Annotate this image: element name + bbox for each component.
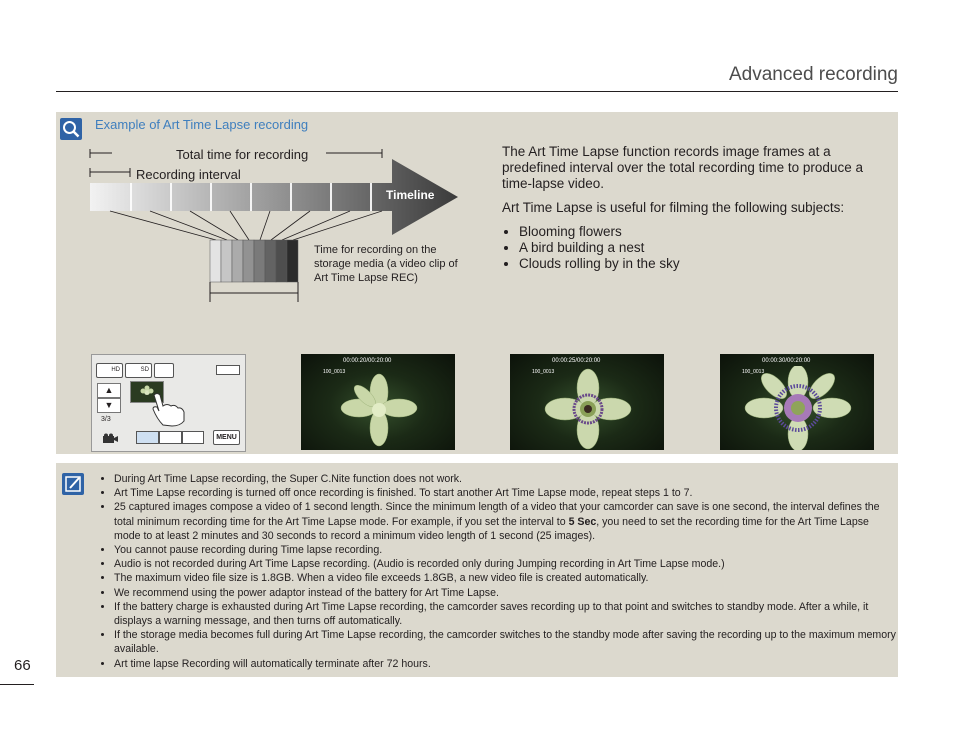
example-panel [56, 112, 898, 454]
camera-mode-icon[interactable] [100, 431, 120, 442]
note-item: • We recommend using the power adaptor instead of the battery for Art Time Lapse. [114, 586, 896, 600]
camcorder-menu-screen [91, 354, 246, 452]
timecode: 00:00:25/00:20:00 [552, 358, 601, 364]
note-highlight: 5 Sec [568, 515, 597, 528]
note-item: • If the storage media becomes full during Art Time Lapse recording, the camcorder switches to the standby mode after saving the recording up to the maximum memory available. [114, 628, 896, 656]
page-number: 66 [14, 657, 31, 674]
notes-list [100, 472, 896, 671]
total-time-label: Total time for recording [176, 147, 309, 162]
file-number: 100_0013 [532, 369, 555, 375]
flower-image-1 [329, 370, 429, 450]
notes-panel [56, 463, 898, 677]
view-grid-small-button[interactable] [136, 431, 159, 444]
recording-screen-2 [510, 354, 664, 450]
time-lapse-diagram [86, 142, 506, 322]
subject-list [502, 224, 882, 272]
note-item [114, 500, 896, 543]
note-item: • You cannot pause recording during Time lapse recording. [114, 543, 896, 557]
page-counter: 3/3 [101, 416, 111, 423]
recording-interval-label: Recording interval [136, 167, 241, 182]
note-item: • Audio is not recorded during Art Time Lapse recording. (Audio is recorded only during Jumping recording in Art Time Lapse mode.) [114, 557, 896, 571]
note-text: 25 captured images compose a video of 1 second length. Since the minimum length of a video that your camcorder can save is one second, the interval defines the total minimum recording time for the Art Time Lapse mode. For example, if you set the interval to [114, 501, 880, 528]
battery-icon [216, 365, 240, 375]
view-date-button[interactable] [182, 431, 204, 444]
page-title: Advanced recording [729, 64, 898, 85]
flower-image-3 [744, 366, 852, 450]
subject-item: • Blooming flowers [519, 224, 882, 240]
page-number-rule [0, 684, 34, 685]
view-grid-large-button[interactable] [159, 431, 182, 444]
description-usage: Art Time Lapse is useful for filming the following subjects: [502, 200, 845, 215]
note-item: • If the battery charge is exhausted during Art Time Lapse recording, the camcorder saves recording up to that point and switches to standby mode. After a while, it displays a warning message, and then turns off automatically. [114, 600, 896, 628]
example-title: Example of Art Time Lapse recording [95, 117, 309, 132]
timecode: 00:00:20/00:20:00 [343, 358, 392, 364]
description-intro: The Art Time Lapse function records image frames at a predefined interval over the total recording time to produce a time-lapse video. [502, 144, 863, 191]
storage-time-label: Time for recording on the storage media (a video clip of Art Time Lapse REC) [314, 244, 458, 284]
scroll-down-button[interactable]: ▼ [97, 398, 121, 413]
timeline-label: Timeline [386, 188, 435, 202]
tab-hd[interactable] [96, 363, 123, 378]
timecode: 00:00:30/00:20:00 [762, 358, 811, 364]
description [502, 144, 882, 272]
tab-hd-label: HD [111, 367, 120, 373]
note-item: • Art Time Lapse recording is turned off once recording is finished. To start another Art Time Lapse mode, repeat steps 1 to 7. [114, 486, 896, 500]
menu-button[interactable]: MENU [213, 430, 240, 445]
note-text: , you need to set the recording time for the Art Time Lapse mode to at least 2 minutes and 30 seconds to record a minimum video length of 1 second (25 images). [114, 515, 869, 542]
tab-sd[interactable] [125, 363, 152, 378]
magnifier-icon [60, 118, 82, 140]
recording-screen-3 [720, 354, 874, 450]
touch-hand-icon [148, 391, 190, 427]
scroll-up-button[interactable]: ▲ [97, 383, 121, 398]
header-divider [56, 91, 898, 92]
note-icon [62, 473, 84, 495]
photo-tab-icon[interactable] [154, 363, 174, 378]
file-number: 100_0013 [323, 369, 346, 375]
tab-sd-label: SD [140, 367, 149, 373]
file-number: 100_0013 [742, 369, 765, 375]
recording-screen-1 [301, 354, 455, 450]
note-item: • The maximum video file size is 1.8GB. When a video file exceeds 1.8GB, a new video file is created automatically. [114, 571, 896, 585]
note-item: • During Art Time Lapse recording, the Super C.Nite function does not work. [114, 472, 896, 486]
subject-item: • Clouds rolling by in the sky [519, 256, 882, 272]
flower-image-2 [538, 368, 638, 450]
note-item: • Art time lapse Recording will automatically terminate after 72 hours. [114, 657, 896, 671]
subject-item: • A bird building a nest [519, 240, 882, 256]
